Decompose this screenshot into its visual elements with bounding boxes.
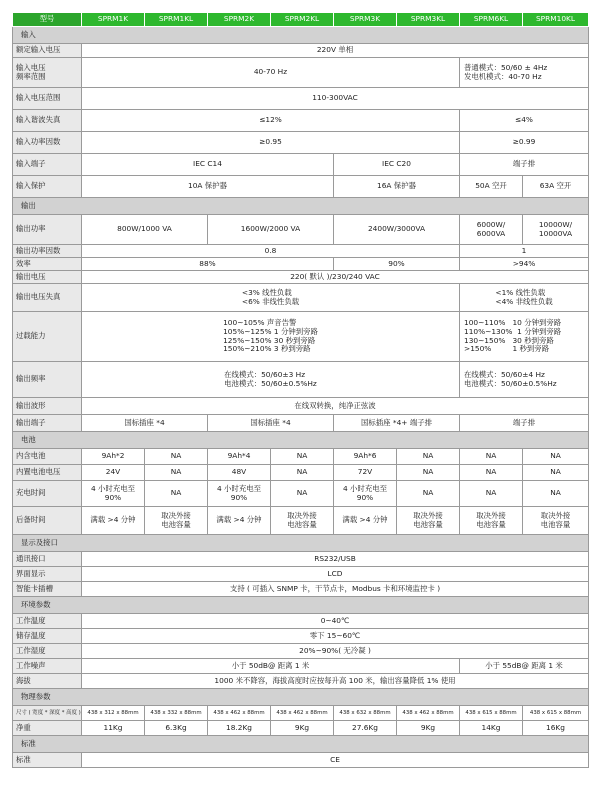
cell-value: 9Ah*2: [82, 449, 145, 465]
row-label: 额定输入电压: [13, 44, 82, 58]
cell-value: 10A 保护器: [82, 176, 334, 198]
section-physical: [13, 689, 589, 706]
section-input: [13, 27, 589, 44]
row-label: 海拔: [13, 674, 82, 689]
row-label: 效率: [13, 258, 82, 271]
cell-value: >94%: [460, 258, 589, 271]
cell-value: 438 x 462 x 88mm: [208, 706, 271, 721]
row-label: 输出频率: [13, 362, 82, 398]
header-row: [13, 13, 589, 27]
row-ui-display: [13, 567, 589, 582]
section-title: 显示及接口: [13, 535, 589, 552]
row-label: 输入电压 频率范围: [13, 58, 82, 88]
cell-value: 4 小时充电至 90%: [82, 481, 145, 507]
cell-value: 438 x 632 x 88mm: [334, 706, 397, 721]
row-input-terminal: [13, 154, 589, 176]
cell-value: ≤4%: [460, 110, 589, 132]
row-label: 输出波形: [13, 398, 82, 415]
section-battery: [13, 432, 589, 449]
cell-value: 小于 50dB@ 距离 1 米: [82, 659, 460, 674]
row-label: 输出功率因数: [13, 245, 82, 258]
cell-value: 端子排: [460, 154, 589, 176]
cell-value: 220V 单相: [82, 44, 589, 58]
section-display: [13, 535, 589, 552]
cell-value: NA: [271, 481, 334, 507]
cell-value: NA: [523, 465, 589, 481]
section-title: 物理参数: [13, 689, 589, 706]
row-label: 内置电池电压: [13, 465, 82, 481]
cell-value: 220( 默认 )/230/240 VAC: [82, 271, 589, 284]
cell-value: 取决外接 电池容量: [523, 507, 589, 535]
row-input-power-factor: [13, 132, 589, 154]
cell-value: NA: [460, 449, 523, 465]
row-input-protection: [13, 176, 589, 198]
cell-value: 普通模式：50/60 ± 4Hz 发电机模式：40-70 Hz: [460, 58, 589, 88]
row-builtin-battery: [13, 449, 589, 465]
cell-value: 10000W/ 10000VA: [523, 215, 589, 245]
cell-value: 在线双转换，纯净正弦波: [82, 398, 589, 415]
cell-value: 48V: [208, 465, 271, 481]
row-label: 储存温度: [13, 629, 82, 644]
row-output-frequency: [13, 362, 589, 398]
row-dimensions: [13, 706, 589, 721]
cell-value: NA: [397, 481, 460, 507]
row-output-terminal: [13, 415, 589, 432]
cell-value: 40-70 Hz: [82, 58, 460, 88]
cell-value: 27.6Kg: [334, 721, 397, 736]
cell-value: NA: [397, 449, 460, 465]
cell-value: LCD: [82, 567, 589, 582]
row-standard: [13, 753, 589, 768]
cell-value: 18.2Kg: [208, 721, 271, 736]
cell-value: 国标插座 *4: [208, 415, 334, 432]
row-label: 输入电压范围: [13, 88, 82, 110]
row-label: 尺寸 ( 宽度 * 深度 * 高度 ): [13, 706, 82, 721]
model-header: SPRM10KL: [523, 13, 589, 27]
row-label: 后备时间: [13, 507, 82, 535]
cell-value: 小于 55dB@ 距离 1 米: [460, 659, 589, 674]
row-output-power-factor: [13, 245, 589, 258]
row-altitude: [13, 674, 589, 689]
cell-value: NA: [460, 465, 523, 481]
model-header: SPRM6KL: [460, 13, 523, 27]
cell-value: 100~110% 10 分钟到旁路 110%~130% 1 分钟到旁路 130~150% 30 秒到旁路 >150% 1 秒到旁路: [460, 312, 589, 362]
cell-value: 支持 ( 可插入 SNMP 卡，干节点卡，Modbus 卡和环境监控卡 ): [82, 582, 589, 597]
cell-value: RS232/USB: [82, 552, 589, 567]
row-noise: [13, 659, 589, 674]
cell-value: 在线模式：50/60±3 Hz 电池模式：50/60±0.5%Hz: [82, 362, 460, 398]
row-output-voltage: [13, 271, 589, 284]
row-output-waveform: [13, 398, 589, 415]
cell-value: 24V: [82, 465, 145, 481]
spec-table: [12, 12, 589, 768]
cell-value: 438 x 615 x 88mm: [523, 706, 589, 721]
cell-value: 4 小时充电至 90%: [208, 481, 271, 507]
row-label: 输入端子: [13, 154, 82, 176]
cell-value: 0~40℃: [82, 614, 589, 629]
row-label: 输入保护: [13, 176, 82, 198]
section-title: 电池: [13, 432, 589, 449]
row-voltage-frequency-range: [13, 58, 589, 88]
model-header: SPRM2K: [208, 13, 271, 27]
row-label: 输出端子: [13, 415, 82, 432]
cell-value: <3% 线性负载 <6% 非线性负载: [82, 284, 460, 312]
cell-value: 9Ah*4: [208, 449, 271, 465]
cell-value: CE: [82, 753, 589, 768]
cell-value: 0.8: [82, 245, 460, 258]
cell-value: 国标插座 *4+ 端子排: [334, 415, 460, 432]
cell-value: 88%: [82, 258, 334, 271]
cell-value: ≥0.95: [82, 132, 460, 154]
cell-value: ≥0.99: [460, 132, 589, 154]
cell-value: 14Kg: [460, 721, 523, 736]
cell-value: 9Kg: [271, 721, 334, 736]
row-battery-voltage: [13, 465, 589, 481]
cell-value: IEC C14: [82, 154, 334, 176]
section-title: 输出: [13, 198, 589, 215]
cell-value: 90%: [334, 258, 460, 271]
row-label: 输出电压: [13, 271, 82, 284]
cell-value: 9Ah*6: [334, 449, 397, 465]
cell-value: 国标插座 *4: [82, 415, 208, 432]
cell-value: 100~105% 声音告警 105%~125% 1 分钟到旁路 125%~150% 30 秒到旁路 150%~210% 3 秒到旁路: [82, 312, 460, 362]
cell-value: 16Kg: [523, 721, 589, 736]
cell-value: 20%~90%( 无冷凝 ): [82, 644, 589, 659]
cell-value: 取决外接 电池容量: [145, 507, 208, 535]
cell-value: 1: [460, 245, 589, 258]
row-label: 充电时间: [13, 481, 82, 507]
row-charge-time: [13, 481, 589, 507]
row-label: 界面显示: [13, 567, 82, 582]
cell-value: 6.3Kg: [145, 721, 208, 736]
cell-value: 50A 空开: [460, 176, 523, 198]
cell-value: ≤12%: [82, 110, 460, 132]
row-label: 内含电池: [13, 449, 82, 465]
cell-value: NA: [271, 449, 334, 465]
cell-value: 438 x 462 x 88mm: [271, 706, 334, 721]
cell-value: 63A 空开: [523, 176, 589, 198]
row-label: 输入功率因数: [13, 132, 82, 154]
row-label: 工作温度: [13, 614, 82, 629]
row-label: 智能卡插槽: [13, 582, 82, 597]
cell-value: 800W/1000 VA: [82, 215, 208, 245]
row-label: 工作噪声: [13, 659, 82, 674]
row-output-distortion: [13, 284, 589, 312]
model-header: SPRM1K: [82, 13, 145, 27]
cell-value: 满载 >4 分钟: [82, 507, 145, 535]
cell-value: 取决外接 电池容量: [271, 507, 334, 535]
row-overload: [13, 312, 589, 362]
section-title: 标准: [13, 736, 589, 753]
cell-value: 2400W/3000VA: [334, 215, 460, 245]
cell-value: NA: [145, 449, 208, 465]
section-standard: [13, 736, 589, 753]
cell-value: NA: [397, 465, 460, 481]
row-weight: [13, 721, 589, 736]
cell-value: 438 x 332 x 88mm: [145, 706, 208, 721]
section-title: 环境参数: [13, 597, 589, 614]
row-smart-slot: [13, 582, 589, 597]
cell-value: IEC C20: [334, 154, 460, 176]
cell-value: NA: [523, 481, 589, 507]
row-input-voltage-range: [13, 88, 589, 110]
row-rated-input-voltage: [13, 44, 589, 58]
model-header: SPRM2KL: [271, 13, 334, 27]
model-header-label: 型号: [13, 13, 82, 27]
model-header: SPRM3K: [334, 13, 397, 27]
row-label: 过载能力: [13, 312, 82, 362]
row-backup-time: [13, 507, 589, 535]
model-header: SPRM1KL: [145, 13, 208, 27]
cell-value: 零下 15~60℃: [82, 629, 589, 644]
cell-value: NA: [523, 449, 589, 465]
cell-value: 16A 保护器: [334, 176, 460, 198]
section-title: 输入: [13, 27, 589, 44]
row-efficiency: [13, 258, 589, 271]
row-input-thd: [13, 110, 589, 132]
cell-value: 满载 >4 分钟: [334, 507, 397, 535]
cell-value: 满载 >4 分钟: [208, 507, 271, 535]
cell-value: 1000 米不降容，海拔高度时应按每升高 100 米，输出容量降低 1% 使用: [82, 674, 589, 689]
cell-value: 在线模式：50/60±4 Hz 电池模式：50/60±0.5%Hz: [460, 362, 589, 398]
cell-value: NA: [460, 481, 523, 507]
section-environment: [13, 597, 589, 614]
row-humidity: [13, 644, 589, 659]
cell-value: NA: [145, 481, 208, 507]
cell-value: 端子排: [460, 415, 589, 432]
cell-value: 取决外接 电池容量: [397, 507, 460, 535]
row-operating-temp: [13, 614, 589, 629]
row-comm-interface: [13, 552, 589, 567]
row-storage-temp: [13, 629, 589, 644]
cell-value: 4 小时充电至 90%: [334, 481, 397, 507]
row-label: 输入谐波失真: [13, 110, 82, 132]
cell-value: 438 x 462 x 88mm: [397, 706, 460, 721]
row-label: 输出电压失真: [13, 284, 82, 312]
section-output: [13, 198, 589, 215]
cell-value: NA: [145, 465, 208, 481]
cell-value: 取决外接 电池容量: [460, 507, 523, 535]
cell-value: NA: [271, 465, 334, 481]
model-header: SPRM3KL: [397, 13, 460, 27]
cell-value: 1600W/2000 VA: [208, 215, 334, 245]
row-label: 工作湿度: [13, 644, 82, 659]
cell-value: 11Kg: [82, 721, 145, 736]
row-label: 输出功率: [13, 215, 82, 245]
cell-value: <1% 线性负载 <4% 非线性负载: [460, 284, 589, 312]
cell-value: 9Kg: [397, 721, 460, 736]
row-label: 净重: [13, 721, 82, 736]
row-output-power: [13, 215, 589, 245]
row-label: 标准: [13, 753, 82, 768]
cell-value: 72V: [334, 465, 397, 481]
cell-value: 438 x 615 x 88mm: [460, 706, 523, 721]
cell-value: 6000W/ 6000VA: [460, 215, 523, 245]
row-label: 通讯接口: [13, 552, 82, 567]
cell-value: 110-300VAC: [82, 88, 589, 110]
cell-value: 438 x 312 x 88mm: [82, 706, 145, 721]
